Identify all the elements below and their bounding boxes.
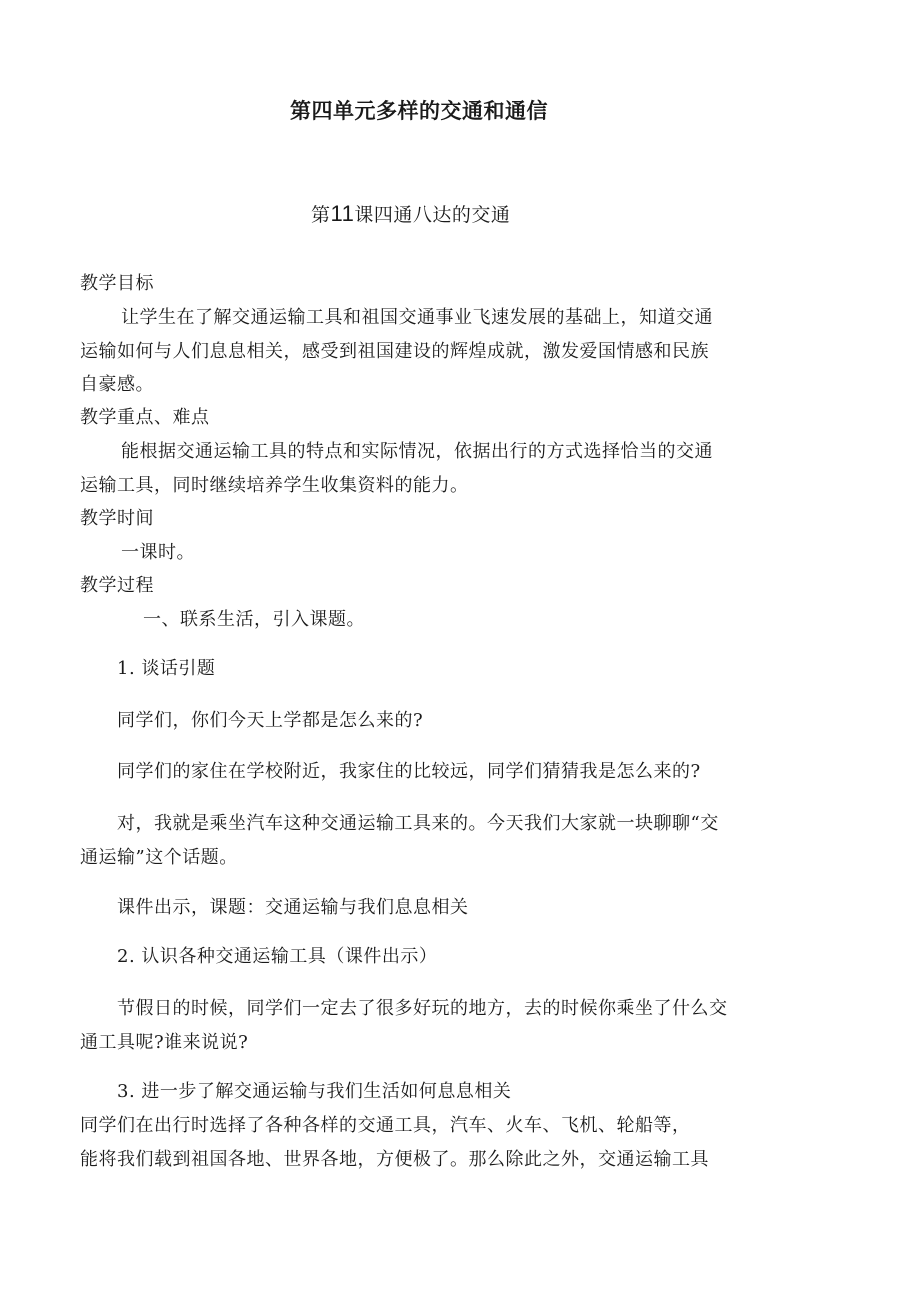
time-text: 一课时。	[121, 542, 195, 563]
process-paragraph: 课件出示，课题：交通运输与我们息息相关	[117, 897, 469, 918]
objectives-line: 运输如何与人们息息相关，感受到祖国建设的辉煌成就，激发爱国情感和民族	[80, 341, 709, 362]
process-paragraph-line: 通运输”这个话题。	[80, 847, 238, 868]
time-heading: 教学时间	[80, 508, 154, 529]
process-section-1: 一、联系生活，引入课题。	[143, 609, 365, 630]
objectives-line: 自豪感。	[80, 374, 154, 395]
key-points-heading: 教学重点、难点	[80, 407, 210, 428]
process-paragraph-line: 能将我们载到祖国各地、世界各地，方便极了。那么除此之外，交通运输工具	[80, 1149, 709, 1170]
lesson-title	[311, 201, 510, 228]
process-heading: 教学过程	[80, 575, 154, 596]
process-item-3: 3. 进一步了解交通运输与我们生活如何息息相关	[117, 1081, 512, 1102]
process-paragraph: 同学们，你们今天上学都是怎么来的?	[117, 710, 424, 731]
lesson-prefix: 第	[311, 204, 331, 226]
unit-title: 第四单元多样的交通和通信	[290, 98, 548, 123]
process-item-2: 2. 认识各种交通运输工具（课件出示）	[117, 946, 438, 967]
process-paragraph-line: 通工具呢?谁来说说?	[80, 1032, 249, 1053]
process-item-1: 1. 谈话引题	[117, 658, 216, 679]
objectives-heading: 教学目标	[80, 273, 154, 294]
process-paragraph: 同学们的家住在学校附近，我家住的比较远，同学们猜猜我是怎么来的?	[117, 761, 701, 782]
key-points-line: 运输工具，同时继续培养学生收集资料的能力。	[80, 475, 469, 496]
process-paragraph-line: 节假日的时候，同学们一定去了很多好玩的地方，去的时候你乘坐了什么交	[117, 998, 728, 1019]
lesson-suffix: 课四通八达的交通	[354, 204, 511, 226]
key-points-line: 能根据交通运输工具的特点和实际情况，依据出行的方式选择恰当的交通	[121, 441, 713, 462]
objectives-line: 让学生在了解交通运输工具和祖国交通事业飞速发展的基础上，知道交通	[121, 307, 713, 328]
process-paragraph-line: 同学们在出行时选择了各种各样的交通工具，汽车、火车、飞机、轮船等，	[80, 1115, 691, 1136]
process-paragraph-line: 对，我就是乘坐汽车这种交通运输工具来的。今天我们大家就一块聊聊“交	[117, 813, 719, 834]
lesson-number: 11	[330, 201, 355, 226]
